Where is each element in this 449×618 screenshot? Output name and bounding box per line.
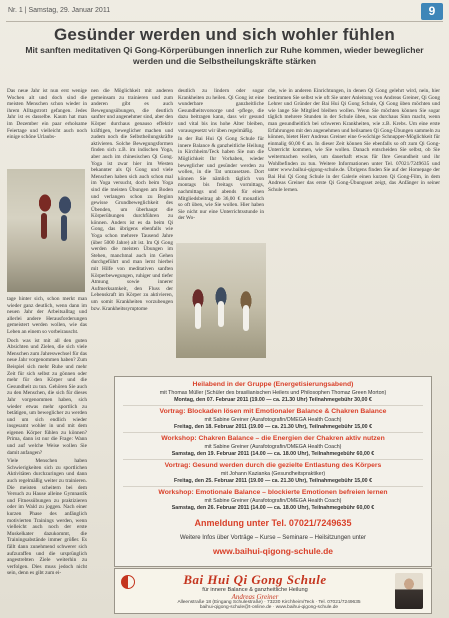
address-line: Alleenstraße 18 (Eingang Schulestraße) · 73230 Kirchheim/Teck · Tel. 07021/7249635 — [177, 600, 361, 605]
event-2-date: Freitag, den 18. Februar 2011 (19.00 — ca. 21.30 Uhr), Teilnahmegebühr 15,00 € — [173, 424, 373, 430]
paragraph: deutlich zu lindern oder sogar Krankheiten zu heilen. Qi Gong ist eine wunderbare ganzheitliche Gesundheitsvorsorge und -pflege, die dazu beitragen kann, dass wir gesund und vital bis ins hohe Alter bleiben, vorausgesetzt wir üben regelmäßig. — [178, 88, 264, 134]
event-5-title: Workshop: Emotionale Balance – blockierte Emotionen befreien lernen — [158, 489, 388, 496]
figure-person — [218, 301, 224, 327]
event-2-title: Vortrag: Blockaden lösen mit Emotionaler Balance & Chakren Balance — [159, 408, 387, 415]
paragraph: Doch was ist mit all den guten Absichten und Zielen, die sich viele Menschen zum Jahreswechsel für das neue Jahr vorgenommen haben? Zum Beispiel sich mehr Ruhe und mehr Zeit für sich selbst zu gönnen oder mehr für den Körper und die Gesundheit zu tun. Gehören Sie auch zu den Menschen, die sich für dieses Jahr vorgenommen haben, sich wieder etwas mehr sportlich zu betätigen, um beweglicher zu werden und um sich endlich wieder insgesamt wohler in und mit dem eigenen Körper fühlen zu können? Prima, dann ist nur die Frage: Wann und auf welche Weise wollen Sie damit anfangen? — [7, 337, 87, 456]
article-column-2 — [91, 88, 173, 370]
paragraph: che, wie in anderen Einrichtungen, in denen Qi Gong gelehrt wird, nein, hier bestimmen Sie selbst wie oft Sie unter Anleitung von Andreas Greiner, Qi Gong Lehrer und Gründer der Bai Hui Qi Gong Schule, Qi Gong üben möchten und wie lange Sie Mitglied bleiben wollen. Wenn Sie möchten können Sie sogar täglich mehrere Stunden in der Schule üben, was durchaus Sinn macht, wenn man gesundheitlich bei schweren Krankheiten, wie z.B. Krebs. Um eine erste Erfahrungen mit den angenehmen und heilsamen Qi Gong-Übungen sammeln zu können, bietet Herr Andreas Greiner eine 6-wöchige Schnupper-Möglichkeit für einmalig 60,00 € an. In dieser Zeit können Sie ebenfalls so oft zum Qi Gong-Unterricht kommen, wie Sie wollen. Danach entscheiden Sie selbst, ob Sie weitermachen wollen, um dauerhaft etwas für Ihre Gesundheit und ihr Wohlbefinden zu tun. Weitere Informationen unter Tel. 07021/7249635 und unter www.baihui-qigong-schule.de. Übrigens finden Sie auf der Homepage der Bai Hui Qi Gong Schule in der Galerie einen kurzen Qi Gong-Film, in dem Andreas Greiner das erste Qi Gong-Übungsset zeigt, das Anfänger in seiner Schule lernen. — [268, 88, 440, 193]
school-name: Bai Hui Qi Gong Schule — [183, 572, 327, 587]
qigong-photo-group — [176, 243, 266, 358]
event-5-date: Samstag, den 26. Februar 2011 (14.00 — ca. 18.00 Uhr), Teilnahmegebühr 60,00 € — [171, 505, 375, 511]
paragraph: In der Bai Hui Qi Gong Schule für innere Balance & ganzheitliche Heilung in Kirchheim/Teck haben Sie nun die Möglichkeit Ihr Vorhaben, wieder beweglicher und gesünder werden zu wollen, in die Tat umzusetzen. Dort können Sie nämlich täglich von montags bis freitags vormittags, nachmittags und abends für einen Mitgliedsbeitrag ab 36,00 € monatlich so oft üben, wie Sie wollen. Hier haben Sie nicht nur eine Unterrichtsstunde in der Wo- — [178, 136, 264, 222]
yin-yang-icon — [121, 575, 135, 589]
divider — [123, 432, 423, 433]
event-5-host: mit Sabine Greiner (Aurafotografin/OMEGA Health Coach) — [204, 498, 342, 504]
article-column-1-bottom — [7, 296, 87, 604]
divider — [123, 459, 423, 460]
event-2-host: mit Sabine Greiner (Aurafotografin/OMEGA Health Coach) — [204, 417, 342, 423]
article-column-3 — [178, 88, 264, 238]
paragraph: nen die Möglichkeit mit anderen gemeinsam zu trainieren und zum anderen gibt es auch Bewegungsübungen, die deutlich sanfter und angenehmer sind, aber den Körper durchaus genauso effektiv kräftigen, beweglicher machen und zudem noch die Selbstheilungskräfte aktivieren. Solche Bewegungsformen finden sich z.B. im indischen Yoga, aber auch im chinesischen Qi Gong. Yoga ist zwar hier im Westen bekannter als Qi Gong und viele Menschen haben sich auch schon mal im Yoga versucht, doch beim Yoga sind die meisten Übungen am Boden und verlangen schon zu Beginn gewisse Grundbeweglichkeit des Übenden, um überhaupt die Körperübungen durchführen zu können. Anders ist es da beim Qi Gong, das übrigens ebenfalls wie Yoga schon mehrere Tausend Jahre (über 5000 Jahre) alt ist. Im Qi Gong werden die meisten Übungen im Stehen, manchmal auch im Gehen durchgeführt und man lernt hierbei mit Hilfe von meditativen sanften Körperbewegungen, ruhiger und tiefer Atmung sowie innerer Aufmerksamkeit, den Fluss der Lebenskraft im Körper zu aktivieren, um somit Krankheiten vorzubeugen bzw. Krankheitssymptome — [91, 88, 173, 312]
event-4-host: mit Johann Kazianka (Gesundheitspraktiker) — [220, 471, 326, 477]
divider — [123, 486, 423, 487]
events-advertisement — [114, 376, 432, 567]
article-subtitle: Mit sanften meditativen Qi Gong-Körperübungen innerlich zur Ruhe kommen, wieder beweglicher werden und die Selbstheilungskräfte stärken — [25, 45, 424, 66]
paragraph: Das neue Jahr ist nun erst wenige Wochen alt und doch sind die meisten Menschen schon wieder in ihrem Alltagstrott gefangen. Jedes Jahr ist es dasselbe. Kaum hat man im Dezember ein paar erholsame Feiertage und vielleicht auch noch einige schöne Urlaubs- — [7, 88, 87, 141]
article-column-1-top — [7, 88, 87, 168]
school-address — [119, 600, 419, 611]
figure-person — [195, 303, 201, 329]
figure-person — [41, 213, 47, 239]
event-4-date: Freitag, den 25. Februar 2011 (19.00 — ca. 21.30 Uhr), Teilnahmegebühr 15,00 € — [173, 478, 373, 484]
figure-person — [243, 305, 249, 331]
event-3-host: mit Sabine Greiner (Aurafotografin/OMEGA Health Coach) — [204, 444, 342, 450]
registration-phone: Anmeldung unter Tel. 07021/7249635 — [194, 518, 352, 528]
school-tagline: für innere Balance & ganzheitliche Heilung — [202, 587, 308, 593]
event-3-date: Samstag, den 19. Februar 2011 (14.00 — ca. 18.00 Uhr), Teilnahmegebühr 60,00 € — [171, 451, 375, 457]
teacher-portrait — [395, 573, 423, 609]
figure-person — [61, 215, 67, 241]
page-header — [6, 3, 443, 22]
issue-line: Nr. 1 | Samstag, 29. Januar 2011 — [8, 7, 111, 14]
qigong-photo-couple — [7, 169, 85, 292]
divider — [123, 405, 423, 406]
paragraph: tage hinter sich, schon merkt man wieder ganz deutlich, wenn dann im neuen Jahr der Arbeitsalltag und allerlei andere Herausforderungen gemeistert werden wollen, wie das Leben an einem so vorbeirauscht. — [7, 296, 87, 335]
website-url: www.baihui-qigong-schule.de — [212, 546, 334, 556]
event-3-title: Workshop: Chakren Balance – die Energien der Chakren aktiv nutzen — [161, 435, 385, 442]
event-4-title: Vortrag: Gesund werden durch die gezielte Entlastung des Körpers — [164, 462, 382, 469]
article-title: Gesünder werden und sich wohler fühlen — [53, 25, 396, 44]
article-column-4 — [268, 88, 440, 373]
more-info-text: Weitere Infos über Vorträge – Kurse – Seminare – Heilsitzungen unter — [180, 535, 366, 541]
paragraph: Viele Menschen haben Schwierigkeiten sich zu sportlichen Aktivitäten durchzuringen und dann auch regelmäßig weiter zu trainieren. Die meisten scheitern bei dem Versuch zu Hause alleine Gymnastik und Fitnessübungen zu praktizieren oder im Wald zu joggen. Nach einer kurzen Phase des anfänglich motivierten Trainings werden, wenn vielleicht auch noch der erste Muskelkater dazukommt, die Trainingsabstände immer größer. Es fällt dann zunehmend schwerer sich aufzuraffen und die ursprünglich angestrebten Ziele weiterhin zu verfolgen. Dies muss jedoch nicht sein, denn es gibt zum ei- — [7, 458, 87, 577]
event-1-host: mit Thomas Müller (Schüler des brasilianischen Heilers und Philosophen Thomaz Green Morton) — [159, 390, 387, 396]
page-number: 9 — [421, 3, 443, 20]
teacher-signature: Andreas Greiner — [231, 593, 279, 601]
event-1-date: Montag, den 07. Februar 2011 (19.00 — ca. 21.30 Uhr) Teilnahmegebühr 30,00 € — [174, 397, 372, 403]
contact-line: baihui-qigong-schule@t-online.de · www.baihui-qigong-schule.de — [199, 605, 339, 611]
event-1-title: Heilabend in der Gruppe (Energetisierungsabend) — [192, 381, 354, 388]
school-contact-box — [114, 568, 432, 614]
